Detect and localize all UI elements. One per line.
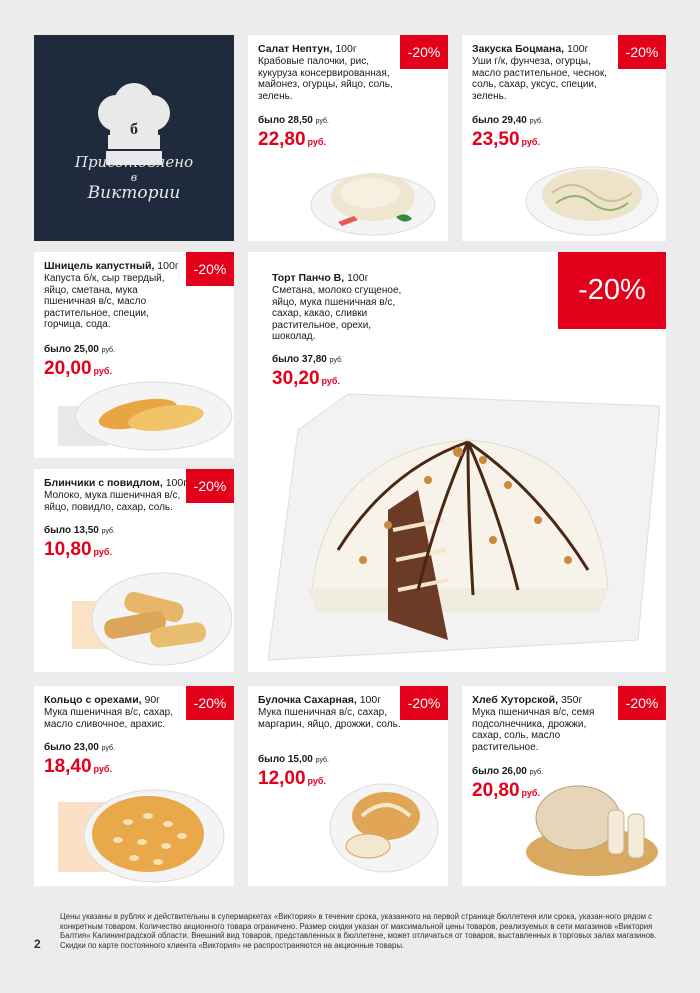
old-price: было 29,40 руб. — [472, 115, 543, 126]
brand-line-3: Виктории — [87, 183, 181, 203]
product-card-cabbage-schnitzel[interactable] — [34, 252, 234, 458]
brand-logo-panel — [34, 35, 234, 241]
pancakes-plate-icon — [64, 565, 232, 669]
discount-badge: -20% — [186, 469, 234, 503]
old-price: было 28,50 руб. — [258, 115, 329, 126]
svg-text:б: б — [130, 121, 138, 138]
product-weight: 100г — [165, 477, 188, 489]
footer-disclaimer: Цены указаны в рублях и действительны в супермаркетах «Виктория» в течение срока, указанного на первой странице бюллетеня или срока, указан-ного рядом с конкретным товаром. Количество акционного товара ограничено. Размер скидки указан от максимальной цены товаров, реализуемых в сети магазинов «Виктория Балтия» Калининградской области. Внешний вид товаров, представленных в бюллетене, может отличаться от товаров, выставленных в торговых залах магазинов. Скидки по карте постоянного клиента «Виктория» не распространяются на акционные товары. — [60, 912, 657, 950]
product-name: Салат Нептун, — [258, 43, 333, 55]
new-price: 23,50 руб. — [472, 129, 540, 150]
product-name: Шницель капустный, — [44, 260, 155, 272]
product-name: Хлеб Хуторской, — [472, 694, 559, 706]
product-weight: 100г — [359, 694, 382, 706]
product-card-jam-pancakes[interactable] — [34, 469, 234, 672]
old-price: было 13,50 руб. — [44, 525, 115, 536]
product-description: Крабовые палочки, рис, кукуруза консервированная, майонез, огурцы, яйцо, соль, зелень. — [258, 56, 393, 102]
bread-board-icon — [522, 770, 662, 882]
chef-hat-icon — [34, 35, 234, 241]
product-card-khutorskoy-bread[interactable] — [462, 686, 666, 886]
old-price: было 23,00 руб. — [44, 742, 115, 753]
discount-badge: -20% — [618, 35, 666, 69]
product-name: Булочка Сахарная, — [258, 694, 357, 706]
old-price: было 37,80 руб. — [272, 354, 343, 365]
product-description: Мука пшеничная в/с, семя подсолнечника, дрожжи, сахар, соль, масло растительное. — [472, 707, 595, 753]
brand-line-2: в — [130, 171, 138, 184]
brand-line-1: Приготовлено — [74, 153, 194, 171]
discount-badge: -20% — [618, 686, 666, 720]
new-price: 20,80 руб. — [472, 780, 540, 801]
new-price: 20,00 руб. — [44, 358, 112, 379]
old-price: было 26,00 руб. — [472, 766, 543, 777]
product-weight: 350г — [560, 694, 583, 706]
page-number: 2 — [34, 937, 41, 951]
discount-badge: -20% — [400, 35, 448, 69]
product-card-sugar-bun[interactable] — [248, 686, 448, 886]
product-card-nut-ring[interactable] — [34, 686, 234, 886]
salad-plate-icon — [308, 147, 438, 237]
product-weight: 100г — [347, 272, 369, 284]
schnitzel-plate-icon — [54, 372, 234, 456]
product-description: Мука пшеничная в/с, сахар, маргарин, яйцо, дрожжи, соль. — [258, 707, 401, 730]
new-price: 18,40 руб. — [44, 756, 112, 777]
new-price: 12,00 руб. — [258, 768, 326, 789]
product-weight: 100г — [157, 260, 179, 272]
product-name: Кольцо с орехами, — [44, 694, 142, 706]
product-card-botsman-snack[interactable] — [462, 35, 666, 241]
new-price: 22,80 руб. — [258, 129, 326, 150]
discount-badge: -20% — [186, 686, 234, 720]
product-name: Закуска Боцмана, — [472, 43, 565, 55]
new-price: 30,20 руб. — [272, 368, 340, 389]
cake-icon — [268, 390, 660, 670]
product-name: Блинчики с повидлом, — [44, 477, 163, 489]
discount-badge: -20% — [400, 686, 448, 720]
sugar-bun-icon — [328, 776, 440, 876]
product-description: Молоко, мука пшеничная в/с, яйцо, повидло, сахар, соль. — [44, 490, 181, 513]
noodle-salad-icon — [522, 143, 662, 239]
product-card-pancho-cake[interactable] — [248, 252, 666, 672]
new-price: 10,80 руб. — [44, 539, 112, 560]
product-description: Сметана, молоко сгущеное, яйцо, мука пшеничная в/с, сахар, какао, сливки растительное, орехи, шоколад. — [272, 285, 402, 342]
product-weight: 100г — [567, 43, 589, 55]
product-card-neptune-salad[interactable] — [248, 35, 448, 241]
product-weight: 100г — [335, 43, 357, 55]
product-description: Уши г/к, фунчеза, огурцы, масло растительное, чеснок, соль, сахар, уксус, специи, зелень. — [472, 56, 607, 102]
product-description: Мука пшеничная в/с, сахар, масло сливочное, арахис. — [44, 707, 173, 730]
nut-ring-icon — [58, 782, 228, 884]
discount-badge: -20% — [186, 252, 234, 286]
product-weight: 90г — [144, 694, 161, 706]
product-description: Капуста б/к, сыр твердый, яйцо, сметана, мука пшеничная в/с, масло растительное, специи, горчица, сода. — [44, 273, 165, 330]
old-price: было 15,00 руб. — [258, 754, 329, 765]
old-price: было 25,00 руб. — [44, 344, 115, 355]
discount-badge: -20% — [558, 252, 666, 329]
product-name: Торт Панчо В, — [272, 272, 345, 284]
